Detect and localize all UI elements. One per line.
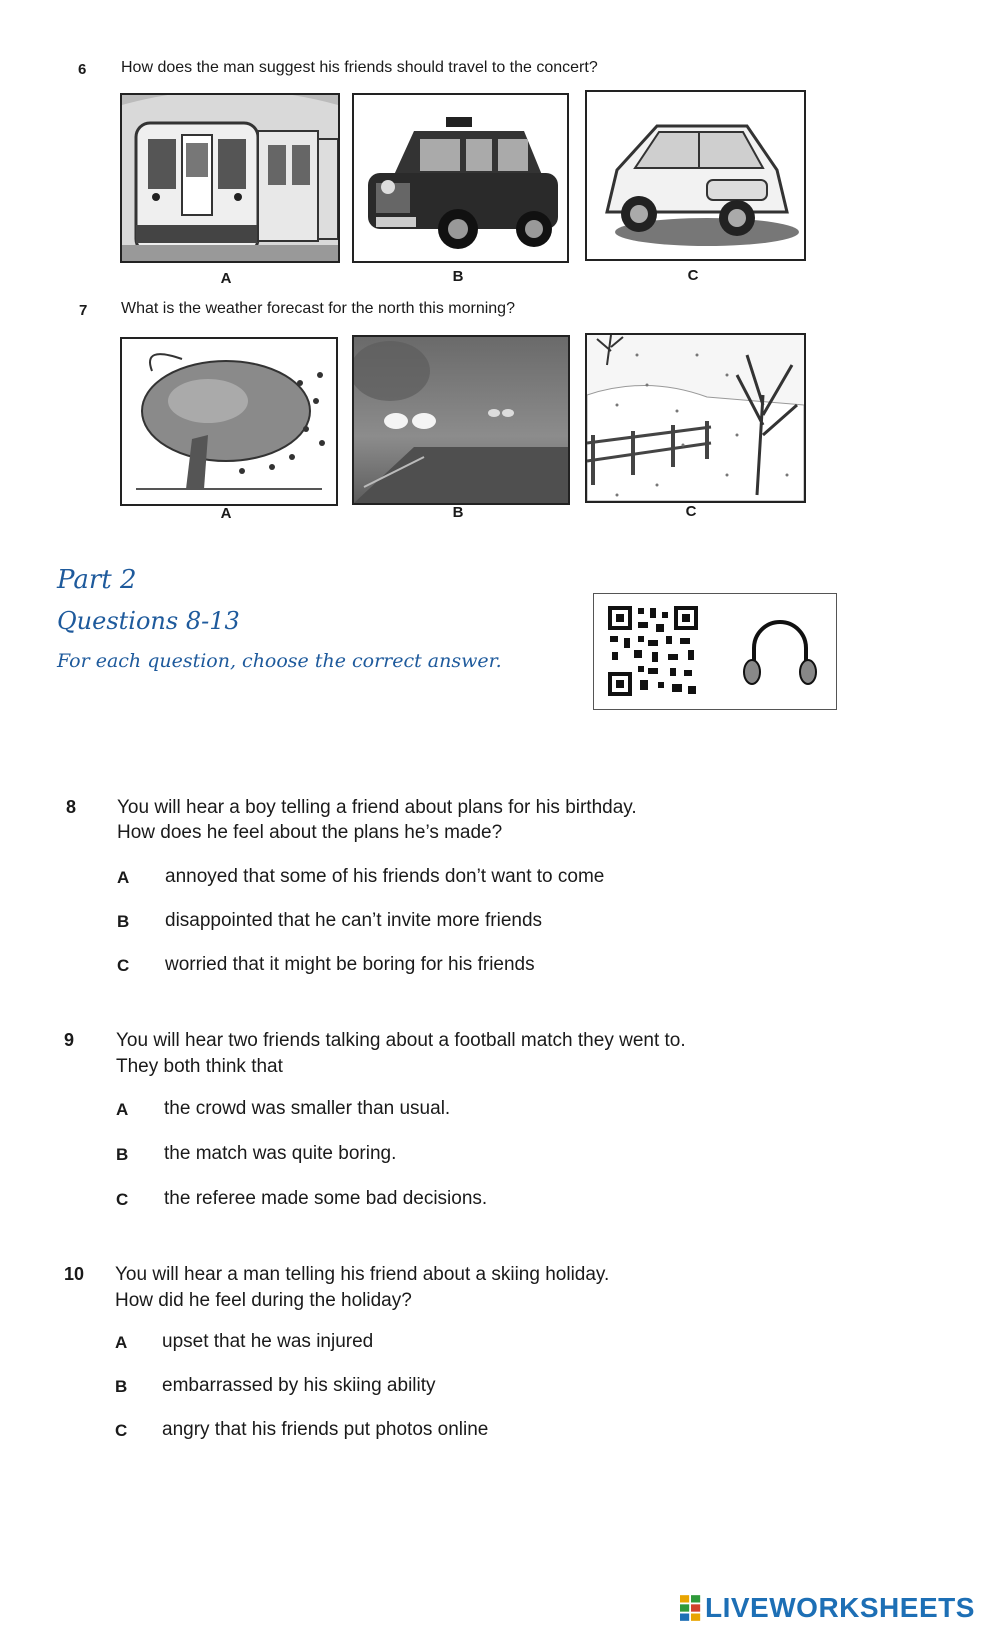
question-6-text: How does the man suggest his friends should travel to the concert? [121,59,598,76]
question-10-line2: How did he feel during the holiday? [115,1290,412,1311]
question-10-number: 10 [64,1264,85,1284]
option-7b-letter: B [452,504,464,521]
option-10c-letter[interactable]: C [115,1421,128,1440]
option-10c-text[interactable]: angry that his friends put photos online [162,1419,489,1440]
taxi-icon [354,95,567,261]
question-10-line1: You will hear a man telling his friend about a skiing holiday. [115,1264,610,1285]
option-9a-letter[interactable]: A [116,1100,129,1119]
option-6a-picture[interactable] [120,93,340,263]
qr-code-icon[interactable] [608,606,698,696]
audio-box [593,593,837,710]
question-7-text: What is the weather forecast for the north this morning? [121,300,515,317]
option-10a-letter[interactable]: A [115,1333,128,1352]
train-icon [122,95,338,261]
option-6b-picture[interactable] [352,93,569,263]
option-6b-letter: B [452,268,464,285]
option-8a-letter[interactable]: A [117,868,130,887]
question-9-line2: They both think that [116,1056,283,1077]
option-9a-text[interactable]: the crowd was smaller than usual. [164,1098,451,1119]
option-9b-text[interactable]: the match was quite boring. [164,1143,397,1164]
option-8c-text[interactable]: worried that it might be boring for his friends [165,954,535,975]
question-8-line1: You will hear a boy telling a friend about plans for his birthday. [117,797,637,818]
option-9b-letter[interactable]: B [116,1145,129,1164]
car-icon [587,92,804,259]
option-8a-text[interactable]: annoyed that some of his friends don’t want to come [165,866,605,887]
option-8b-text[interactable]: disappointed that he can’t invite more friends [165,910,543,931]
option-7a-picture[interactable] [120,337,338,506]
question-7-number: 7 [79,302,88,319]
option-7a-letter: A [220,505,232,522]
question-8-number: 8 [66,797,77,817]
option-7b-picture[interactable] [352,335,570,505]
option-9c-text[interactable]: the referee made some bad decisions. [164,1188,488,1209]
option-9c-letter[interactable]: C [116,1190,129,1209]
question-8-line2: How does he feel about the plans he’s made? [117,822,503,843]
liveworksheets-logo[interactable] [680,1590,975,1626]
option-6c-picture[interactable] [585,90,806,261]
part-2-instruction: For each question, choose the correct answer. [57,650,502,672]
option-10b-letter[interactable]: B [115,1377,128,1396]
option-6c-letter: C [687,267,699,284]
option-10b-text[interactable]: embarrassed by his skiing ability [162,1375,436,1396]
option-6a-letter: A [220,270,232,287]
windy-tree-icon [122,339,336,504]
snow-icon [587,335,804,501]
question-6-number: 6 [78,61,87,78]
question-9-number: 9 [64,1030,75,1050]
option-10a-text[interactable]: upset that he was injured [162,1331,374,1352]
option-8c-letter[interactable]: C [117,956,130,975]
liveworksheets-logo-text: LIVEWORKSHEETS [705,1592,975,1623]
option-8b-letter[interactable]: B [117,912,130,931]
part-2-title: Part 2 [57,565,137,595]
option-7c-picture[interactable] [585,333,806,503]
questions-range: Questions 8-13 [57,607,240,635]
question-9-line1: You will hear two friends talking about a football match they went to. [116,1030,686,1051]
headphones-icon [740,610,820,690]
option-7c-letter: C [685,503,697,520]
liveworksheets-logo-icon [680,1594,702,1622]
fog-icon [354,337,568,503]
